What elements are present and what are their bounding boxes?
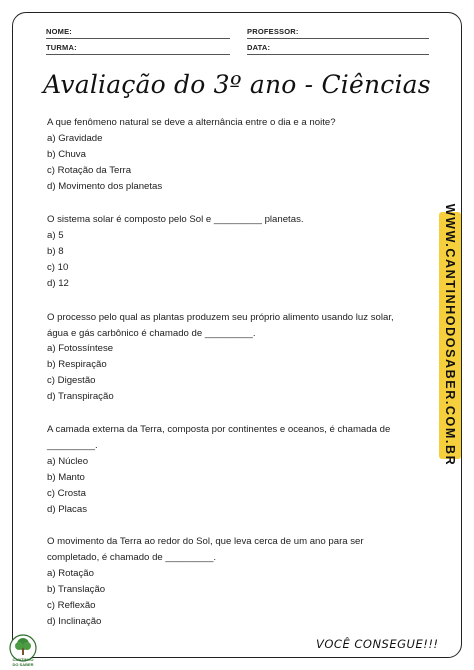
question-3: O processo pelo qual as plantas produzem seu próprio alimento usando luz solar, água e gás carbônico é chamado de _________.: [47, 312, 394, 339]
question-2-option-c[interactable]: c) 10: [47, 262, 69, 273]
professor-label: PROFESSOR:: [247, 27, 299, 36]
turma-label: TURMA:: [46, 43, 77, 52]
question-2-option-a[interactable]: a) 5: [47, 230, 64, 241]
question-1-option-b[interactable]: b) Chuva: [47, 149, 86, 160]
question-5-option-b[interactable]: b) Translação: [47, 584, 106, 595]
question-1-option-d[interactable]: d) Movimento dos planetas: [47, 181, 163, 192]
logo-text: [6, 657, 40, 667]
question-1: A que fenômeno natural se deve a alternância entre o dia e a noite?: [47, 117, 336, 128]
question-2: O sistema solar é composto pelo Sol e _________ planetas.: [47, 214, 304, 225]
question-1-option-a[interactable]: a) Gravidade: [47, 133, 103, 144]
nome-label: NOME:: [46, 27, 72, 36]
question-1-option-c[interactable]: c) Rotação da Terra: [47, 165, 132, 176]
question-5-option-c[interactable]: c) Reflexão: [47, 600, 96, 611]
question-2-option-b[interactable]: b) 8: [47, 246, 64, 257]
professor-line[interactable]: [247, 38, 429, 39]
question-5: O movimento da Terra ao redor do Sol, que leva cerca de um ano para ser completado, é chamado de _________.: [47, 536, 364, 563]
question-4: A camada externa da Terra, composta por continentes e oceanos, é chamada de _________.: [47, 424, 391, 451]
turma-line[interactable]: [46, 54, 230, 55]
page-title: Avaliação do 3º ano - Ciências: [43, 70, 431, 99]
question-4-option-b[interactable]: b) Manto: [47, 472, 85, 483]
question-4-option-a[interactable]: a) Núcleo: [47, 456, 89, 467]
question-5-option-d[interactable]: d) Inclinação: [47, 616, 102, 627]
data-line[interactable]: [247, 54, 429, 55]
website-url[interactable]: WWW.CANTINHODOSABER.COM.BR: [443, 203, 457, 467]
question-4-option-d[interactable]: d) Placas: [47, 504, 87, 515]
question-2-option-d[interactable]: d) 12: [47, 278, 69, 289]
question-5-option-a[interactable]: a) Rotação: [47, 568, 94, 579]
question-3-option-c[interactable]: c) Digestão: [47, 375, 96, 386]
data-label: DATA:: [247, 43, 271, 52]
logo-line-2: DO SABER: [12, 662, 34, 667]
logo-line-1: CANTINHO: [12, 657, 34, 662]
nome-line[interactable]: [46, 38, 230, 39]
question-3-option-a[interactable]: a) Fotossíntese: [47, 343, 114, 354]
question-4-option-c[interactable]: c) Crosta: [47, 488, 86, 499]
question-3-option-b[interactable]: b) Respiração: [47, 359, 107, 370]
question-3-option-d[interactable]: d) Transpiração: [47, 391, 114, 402]
encouragement-text: VOCÊ CONSEGUE!!!: [316, 637, 439, 651]
